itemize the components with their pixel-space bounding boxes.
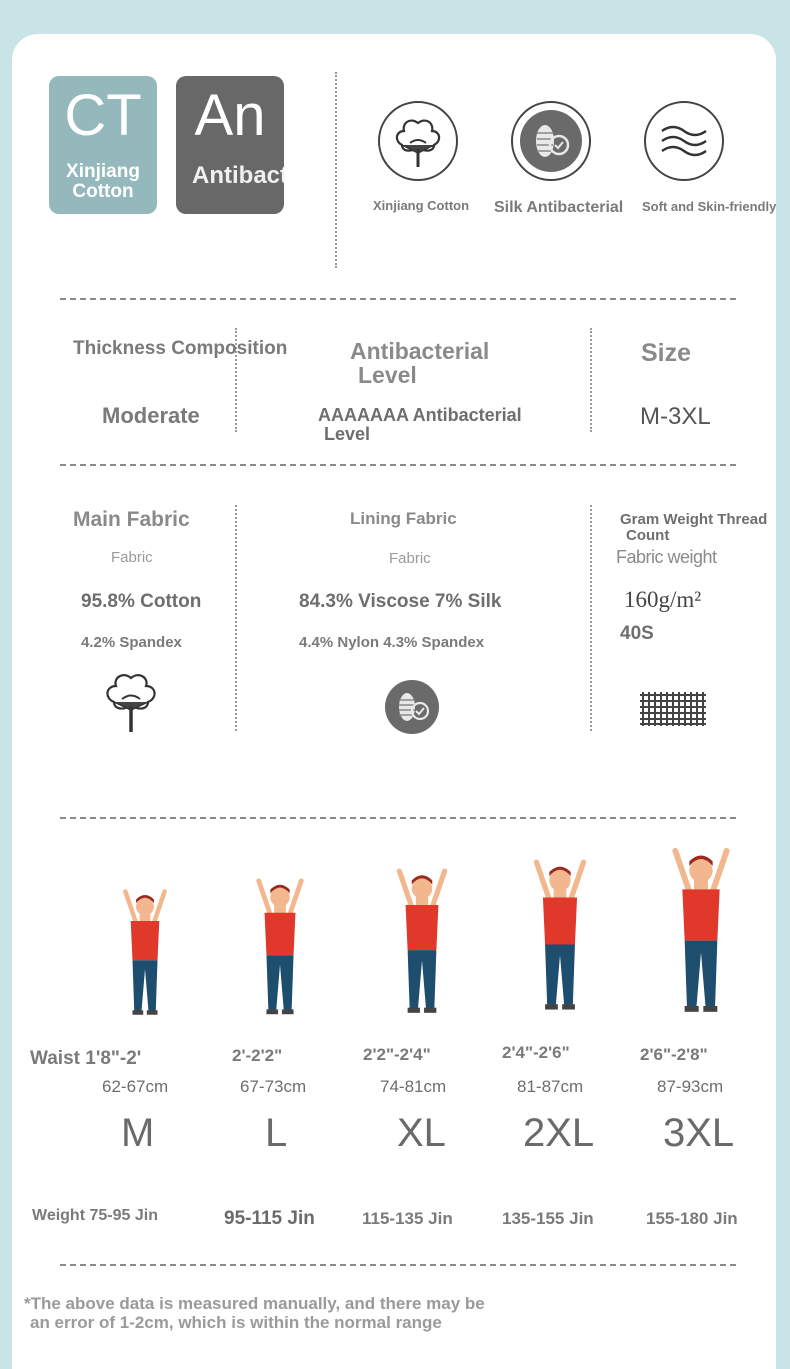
- size-cm: 87-93cm: [657, 1077, 724, 1096]
- feature-label: Soft and Skin-friendly: [642, 199, 777, 214]
- badge-abbr: CT: [64, 83, 142, 148]
- person-figure: [250, 876, 310, 1021]
- size-header: Size: [641, 339, 692, 367]
- feature-label: Silk Antibacterial: [494, 199, 624, 216]
- section-divider: [60, 464, 736, 466]
- cotton-flower-icon: [100, 668, 162, 739]
- feature-label: Xinjiang Cotton: [373, 198, 470, 213]
- person-figure: [666, 845, 736, 1020]
- gram-weight-header: Gram Weight Thread Count: [620, 512, 768, 544]
- size-weight: Weight 75-95 Jin: [32, 1207, 158, 1224]
- size-waist: 2'-2'2": [232, 1046, 283, 1065]
- thickness-header: Thickness Composition: [73, 338, 288, 359]
- size-letter: L: [265, 1111, 288, 1155]
- badge-abbr: An: [194, 83, 266, 148]
- size-waist: 2'4"-2'6": [502, 1043, 570, 1062]
- size-weight: 135-155 Jin: [502, 1209, 594, 1228]
- badge-label: Antibacterial: [192, 162, 338, 189]
- section-divider: [60, 817, 736, 819]
- person-figure: [528, 855, 592, 1019]
- fabric-mesh-icon: [640, 692, 706, 731]
- size-value: M-3XL: [640, 403, 711, 430]
- divider: [590, 505, 592, 731]
- size-weight: 95-115 Jin: [224, 1208, 315, 1229]
- size-letter: 2XL: [523, 1111, 595, 1155]
- lining-fabric-line2: 4.4% Nylon 4.3% Spandex: [299, 634, 485, 651]
- person-figure: [391, 866, 453, 1020]
- person-figure: [118, 887, 172, 1021]
- size-waist: Waist 1'8"-2': [30, 1048, 142, 1069]
- antibacterial-header: Antibacterial Level: [350, 338, 490, 388]
- divider: [235, 505, 237, 731]
- antibacterial-badge: [176, 76, 338, 214]
- badge-label: Xinjiang Cotton: [66, 161, 140, 202]
- size-letter: XL: [397, 1111, 446, 1155]
- divider: [590, 328, 592, 432]
- wave-lines-icon: [644, 101, 724, 181]
- main-fabric-line2: 4.2% Spandex: [81, 634, 182, 651]
- lining-fabric-line1: 84.3% Viscose 7% Silk: [299, 591, 502, 612]
- main-fabric-sub: Fabric: [111, 549, 153, 566]
- lining-fabric-sub: Fabric: [389, 550, 431, 567]
- silk-cocoon-icon: [511, 101, 591, 181]
- size-letter: 3XL: [663, 1111, 735, 1155]
- size-cm: 67-73cm: [240, 1077, 307, 1096]
- section-divider: [60, 1264, 736, 1266]
- size-waist: 2'2"-2'4": [363, 1045, 431, 1064]
- silk-cocoon-icon: [384, 679, 440, 740]
- size-waist: 2'6"-2'8": [640, 1045, 708, 1064]
- measurement-note: *The above data is measured manually, and there may be an error of 1-2cm, which is within the normal range: [24, 1294, 485, 1332]
- size-cm: 74-81cm: [380, 1077, 447, 1096]
- cotton-badge: [49, 76, 157, 214]
- gram-weight-sub: Fabric weight: [616, 547, 717, 567]
- lining-fabric-header: Lining Fabric: [350, 509, 457, 528]
- main-fabric-header: Main Fabric: [73, 508, 190, 531]
- cotton-flower-icon: [378, 101, 458, 181]
- section-divider: [60, 298, 736, 300]
- gram-weight-value: 160g/m²: [624, 587, 702, 612]
- thread-count-value: 40S: [620, 623, 654, 644]
- antibacterial-value: AAAAAAA Antibacterial Level: [318, 405, 522, 444]
- size-cm: 81-87cm: [517, 1077, 584, 1096]
- size-weight: 155-180 Jin: [646, 1209, 738, 1228]
- thickness-value: Moderate: [102, 403, 200, 428]
- size-letter: M: [121, 1111, 155, 1155]
- divider: [335, 72, 337, 268]
- size-cm: 62-67cm: [102, 1077, 169, 1096]
- main-fabric-line1: 95.8% Cotton: [81, 591, 202, 612]
- size-weight: 115-135 Jin: [362, 1209, 453, 1228]
